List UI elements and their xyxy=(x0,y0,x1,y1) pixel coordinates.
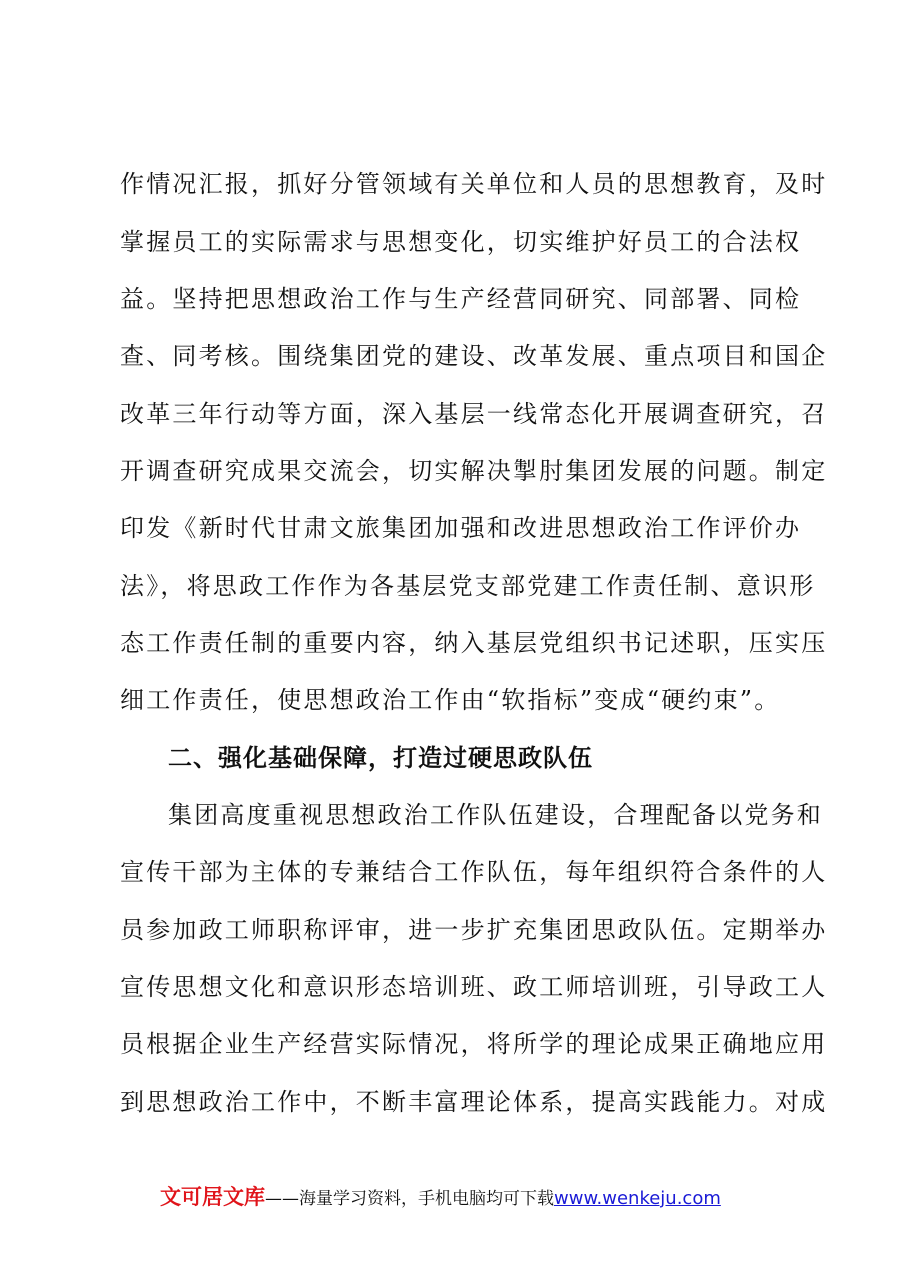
body-line: 开调查研究成果交流会，切实解决掣肘集团发展的问题。制定 xyxy=(120,457,828,485)
body-line: 益。坚持把思想政治工作与生产经营同研究、同部署、同检 xyxy=(120,285,802,313)
body-line: 员参加政工师职称评审，进一步扩充集团思政队伍。定期举办 xyxy=(120,916,828,944)
body-line: 印发《新时代甘肃文旅集团加强和改进思想政治工作评价办 xyxy=(120,514,802,542)
website-link[interactable]: www.wenkeju.com xyxy=(554,1188,721,1209)
body-line: 改革三年行动等方面，深入基层一线常态化开展调查研究，召 xyxy=(120,400,828,428)
brand-name: 文可居文库 xyxy=(160,1185,265,1209)
footer-tagline: ——海量学习资料，手机电脑均可下载 xyxy=(265,1189,554,1209)
footer-banner xyxy=(160,1182,721,1212)
section-heading: 二、强化基础保障，打造过硬思政队伍 xyxy=(168,744,593,772)
body-line: 员根据企业生产经营实际情况，将所学的理论成果正确地应用 xyxy=(120,1030,828,1058)
body-line: 细工作责任，使思想政治工作由“软指标”变成“硬约束”。 xyxy=(120,686,781,714)
paragraph-first-line: 集团高度重视思想政治工作队伍建设，合理配备以党务和 xyxy=(168,801,823,829)
body-line: 掌握员工的实际需求与思想变化，切实维护好员工的合法权 xyxy=(120,228,802,256)
body-line: 宣传干部为主体的专兼结合工作队伍，每年组织符合条件的人 xyxy=(120,858,828,886)
body-line: 法》，将思政工作作为各基层党支部党建工作责任制、意识形 xyxy=(120,572,816,600)
body-line: 态工作责任制的重要内容，纳入基层党组织书记述职，压实压 xyxy=(120,629,828,657)
body-line: 宣传思想文化和意识形态培训班、政工师培训班，引导政工人 xyxy=(120,973,828,1001)
body-line: 查、同考核。围绕集团党的建设、改革发展、重点项目和国企 xyxy=(120,342,828,370)
body-line: 到思想政治工作中，不断丰富理论体系，提高实践能力。对成 xyxy=(120,1088,828,1116)
body-line: 作情况汇报，抓好分管领域有关单位和人员的思想教育，及时 xyxy=(120,170,828,198)
